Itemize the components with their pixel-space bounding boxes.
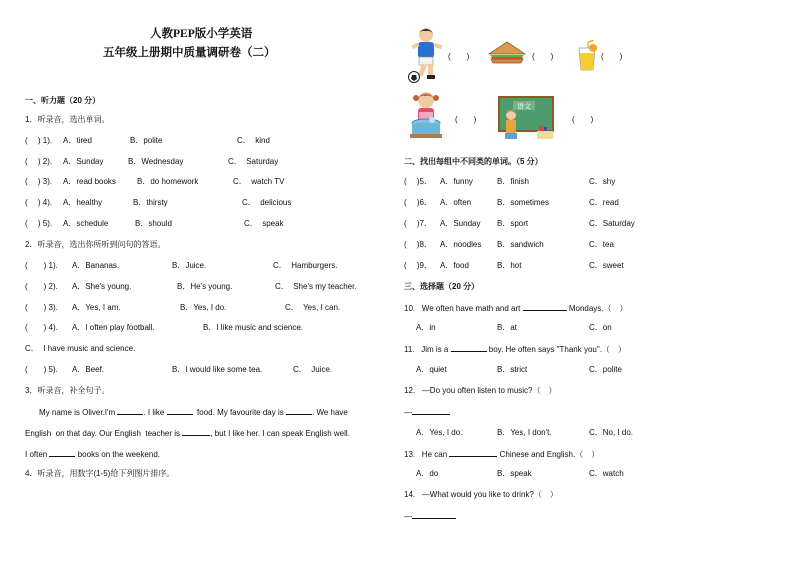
option-a: A．healthy xyxy=(63,198,103,207)
option-a: A．Bananas. xyxy=(72,261,120,270)
dash-text: — xyxy=(404,408,412,417)
fill-blank[interactable] xyxy=(167,407,193,415)
option-a: A．Sunday xyxy=(440,219,481,228)
fill-blank[interactable] xyxy=(182,428,210,436)
boy-football-picture xyxy=(405,26,447,84)
option-a: A．She's young. xyxy=(72,282,132,291)
question-number: ( ) 3). xyxy=(25,303,58,312)
cloze-line-1 xyxy=(39,407,348,418)
option-c: C．watch xyxy=(589,469,624,478)
option-c: C． Juice. xyxy=(293,365,333,374)
cloze-text: books on the weekend. xyxy=(77,450,160,459)
option-a: A．I often play football. xyxy=(72,323,155,332)
cloze-line-2 xyxy=(25,428,350,439)
question-number: ( ) 1). xyxy=(25,136,53,145)
fill-blank[interactable] xyxy=(49,449,75,457)
option-b: B．speak xyxy=(497,469,532,478)
picture-answer-bracket[interactable]: ( ) xyxy=(532,52,554,61)
option-a: A．Yes, I do. xyxy=(416,428,463,437)
dash-text: — xyxy=(404,512,412,521)
question-13-stem xyxy=(404,449,599,460)
option-b: B．I like music and science. xyxy=(203,323,304,332)
option-c: C．polite xyxy=(589,365,622,374)
cloze-text: . We have xyxy=(312,408,348,417)
option-a: A．food xyxy=(440,261,469,270)
paper-title-line2: 五年级上册期中质量调研卷（二） xyxy=(103,47,276,59)
section2-heading: 二、找出每组中不同类的单词。（5 分） xyxy=(404,157,543,166)
cloze-line-3 xyxy=(25,449,160,460)
option-b: B．hot xyxy=(497,261,522,270)
fill-blank[interactable] xyxy=(451,344,487,352)
stem-text: Chinese and English.（ ） xyxy=(499,450,600,459)
option-c: C． Saturday xyxy=(228,157,279,166)
option-c: C． watch TV xyxy=(233,177,285,186)
section1-heading: 一、听力题（20 分） xyxy=(25,96,101,105)
question-number: ( ) 4). xyxy=(25,198,53,207)
question-number: ( ) 2). xyxy=(25,157,53,166)
option-a: A．schedule xyxy=(63,219,109,228)
option-b: B．should xyxy=(135,219,172,228)
answer-line xyxy=(404,511,456,522)
question-number: ( )7． xyxy=(404,219,432,228)
option-c: C．read xyxy=(589,198,619,207)
option-b: B．strict xyxy=(497,365,528,374)
stem-text: 10. We often have math and art xyxy=(404,304,521,313)
option-b: B．polite xyxy=(130,136,163,145)
teacher-board-picture xyxy=(497,95,557,141)
fill-blank[interactable] xyxy=(523,303,567,311)
option-a: A．Beef. xyxy=(72,365,105,374)
option-b: B．do homework xyxy=(137,177,199,186)
option-b: B．Juice. xyxy=(172,261,207,270)
question-11-stem xyxy=(404,344,626,355)
option-c: C．shy xyxy=(589,177,616,186)
stem-text: Mondays.（ ） xyxy=(568,304,628,313)
stem-text: boy. He often says "Thank you".（ ） xyxy=(488,345,626,354)
question-number: ( ) 2). xyxy=(25,282,58,291)
option-a: A．tired xyxy=(63,136,92,145)
option-b: B．at xyxy=(497,323,518,332)
stem-text: 13. He can xyxy=(404,450,448,459)
question-number: ( ) 4). xyxy=(25,323,58,332)
fill-blank[interactable] xyxy=(117,407,143,415)
option-b: B．I would like some tea. xyxy=(172,365,263,374)
option-c: C．on xyxy=(589,323,612,332)
option-b: B．Wednesday xyxy=(128,157,184,166)
option-b: B．Yes, I don't. xyxy=(497,428,552,437)
option-b: B．sometimes xyxy=(497,198,550,207)
board-text: 语文 xyxy=(517,102,531,111)
part3-instruction: 3．听录音，补全句子。 xyxy=(25,386,110,395)
option-a: A．Sunday xyxy=(63,157,104,166)
option-a: A．quiet xyxy=(416,365,447,374)
option-a: A．do xyxy=(416,469,439,478)
part2-instruction: 2．听录音，选出你所听到问句的答语。 xyxy=(25,240,166,249)
girl-washing-picture xyxy=(406,90,448,142)
fill-blank[interactable] xyxy=(412,511,456,519)
question-number: ( )9． xyxy=(404,261,432,270)
option-c: C．tea xyxy=(589,240,614,249)
option-b: B．Yes, I do. xyxy=(180,303,227,312)
juice-picture xyxy=(576,40,598,72)
sandwich-picture xyxy=(487,40,527,64)
stem-text: 11. Jim is a xyxy=(404,345,449,354)
cloze-text: , but I like her. I can speak English well. xyxy=(210,429,350,438)
option-c: C．No, I do. xyxy=(589,428,634,437)
fill-blank[interactable] xyxy=(412,407,450,415)
cloze-text: food. My favourite day is xyxy=(197,408,284,417)
paper-title-line1: 人教PEP版小学英语 xyxy=(150,28,253,40)
option-c: C． I have music and science. xyxy=(25,344,136,353)
question-14-stem: 14. —What would you like to drink?（ ） xyxy=(404,490,558,499)
option-c: C． She's my teacher. xyxy=(275,282,357,291)
question-10-stem xyxy=(404,303,628,314)
picture-answer-bracket[interactable]: ( ) xyxy=(572,115,594,124)
question-number: ( )8． xyxy=(404,240,432,249)
option-a: A．Yes, I am. xyxy=(72,303,121,312)
cloze-text: I often xyxy=(25,450,48,459)
option-b: B．He's young. xyxy=(177,282,233,291)
option-c: C． Yes, I can. xyxy=(285,303,341,312)
option-b: B．sport xyxy=(497,219,529,228)
question-number: ( )5． xyxy=(404,177,432,186)
option-c: C． speak xyxy=(244,219,284,228)
cloze-text: English on that day. Our English teacher is xyxy=(25,429,181,438)
cloze-text: . I like xyxy=(143,408,165,417)
question-number: ( ) 5). xyxy=(25,219,53,228)
option-a: A．funny xyxy=(440,177,473,186)
fill-blank[interactable] xyxy=(286,407,312,415)
option-b: B．sandwich xyxy=(497,240,544,249)
cloze-text: My name is Oliver.I'm xyxy=(39,408,116,417)
picture-answer-bracket[interactable]: ( ) xyxy=(601,52,623,61)
option-c: C．Saturday xyxy=(589,219,635,228)
option-a: A．in xyxy=(416,323,436,332)
option-a: A．noodles xyxy=(440,240,482,249)
option-c: C． kind xyxy=(237,136,270,145)
part1-instruction: 1．听录音，选出单词。 xyxy=(25,115,110,124)
picture-answer-bracket[interactable]: ( ) xyxy=(448,52,470,61)
question-number: ( ) 5). xyxy=(25,365,58,374)
question-12-stem: 12. —Do you often listen to music?（ ） xyxy=(404,386,557,395)
option-b: B．finish xyxy=(497,177,530,186)
section3-heading: 三、选择题（20 分） xyxy=(404,282,480,291)
question-number: ( ) 3). xyxy=(25,177,53,186)
option-c: C．sweet xyxy=(589,261,624,270)
fill-blank[interactable] xyxy=(449,449,497,457)
answer-line xyxy=(404,407,450,418)
picture-answer-bracket[interactable]: ( ) xyxy=(455,115,477,124)
question-number: ( )6． xyxy=(404,198,432,207)
option-a: A．read books xyxy=(63,177,116,186)
option-c: C． Hamburgers. xyxy=(273,261,338,270)
question-number: ( ) 1). xyxy=(25,261,58,270)
option-b: B．thirsty xyxy=(133,198,168,207)
part4-instruction: 4．听录音，用数字(1-5)给下列图片排序。 xyxy=(25,469,175,478)
option-a: A．often xyxy=(440,198,472,207)
option-c: C． delicious xyxy=(242,198,292,207)
